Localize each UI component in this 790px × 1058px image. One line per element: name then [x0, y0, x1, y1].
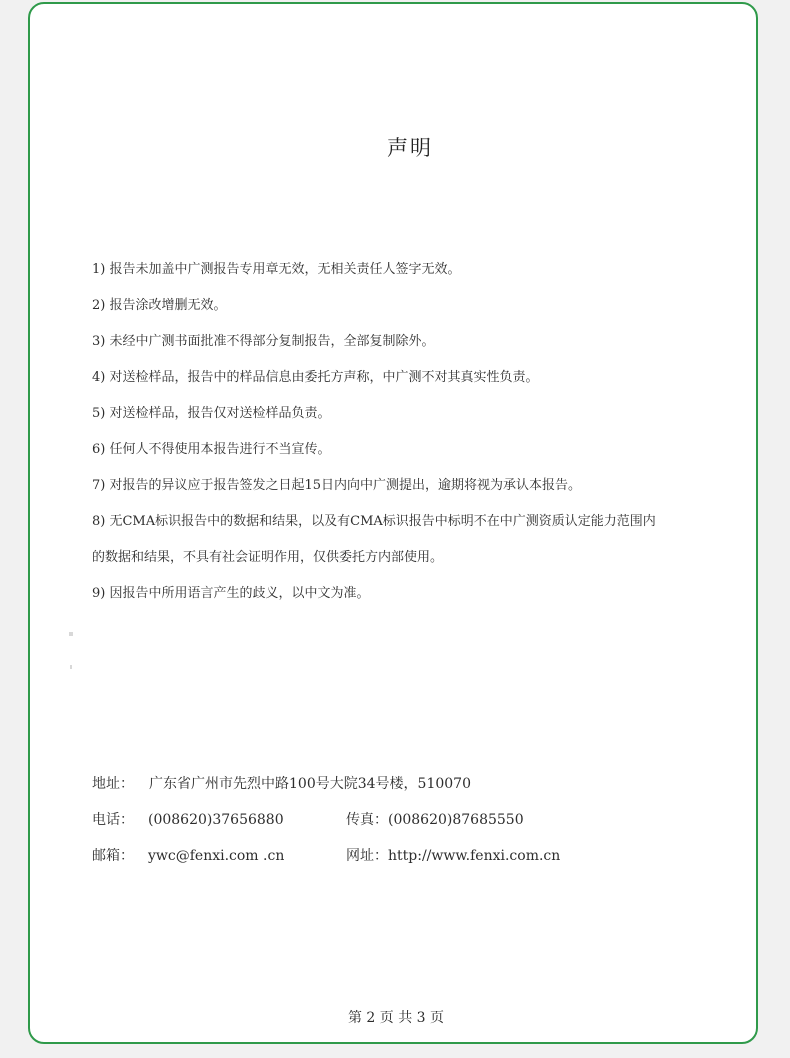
statement-item: 6) 任何人不得使用本报告进行不当宣传。 [92, 442, 331, 457]
address-value: 广东省广州市先烈中路100号大院34号楼，510070 [149, 776, 471, 792]
phone-fax-row [92, 806, 712, 842]
statement-item: 9) 因报告中所用语言产生的歧义，以中文为准。 [92, 586, 370, 601]
statement-list [92, 252, 712, 612]
address-label: 地址： [92, 776, 134, 792]
phone-value: (008620)37656880 [148, 812, 284, 828]
page-number: 第 2 页 共 3 页 [347, 1010, 445, 1026]
statement-item: 1) 报告未加盖中广测报告专用章无效，无相关责任人签字无效。 [92, 262, 461, 277]
phone-label: 电话： [92, 812, 134, 828]
scan-speck [69, 632, 73, 636]
fax-value: 传真：(008620)87685550 [346, 812, 524, 828]
statement-item: 4) 对送检样品，报告中的样品信息由委托方声称，中广测不对其真实性负责。 [92, 370, 539, 385]
statement-item: 5) 对送检样品，报告仅对送检样品负责。 [92, 406, 331, 421]
email-web-row [92, 842, 712, 878]
statement-item-continuation: 的数据和结果，不具有社会证明作用，仅供委托方内部使用。 [92, 550, 444, 565]
address-row [92, 770, 712, 806]
contact-block [92, 770, 712, 878]
statement-item: 2) 报告涂改增删无效。 [92, 298, 227, 313]
website-value: 网址：http://www.fenxi.com.cn [346, 848, 561, 864]
page-title: 声明 [387, 136, 433, 160]
statement-item: 8) 无CMA标识报告中的数据和结果，以及有CMA标识报告中标明不在中广测资质认定能力范围内 [92, 514, 656, 529]
scan-speck [70, 665, 72, 669]
statement-item: 7) 对报告的异议应于报告签发之日起15日内向中广测提出，逾期将视为承认本报告。 [92, 478, 582, 493]
email-label: 邮箱： [92, 848, 134, 864]
statement-item: 3) 未经中广测书面批准不得部分复制报告，全部复制除外。 [92, 334, 435, 349]
email-value: ywc@fenxi.com .cn [148, 848, 285, 864]
